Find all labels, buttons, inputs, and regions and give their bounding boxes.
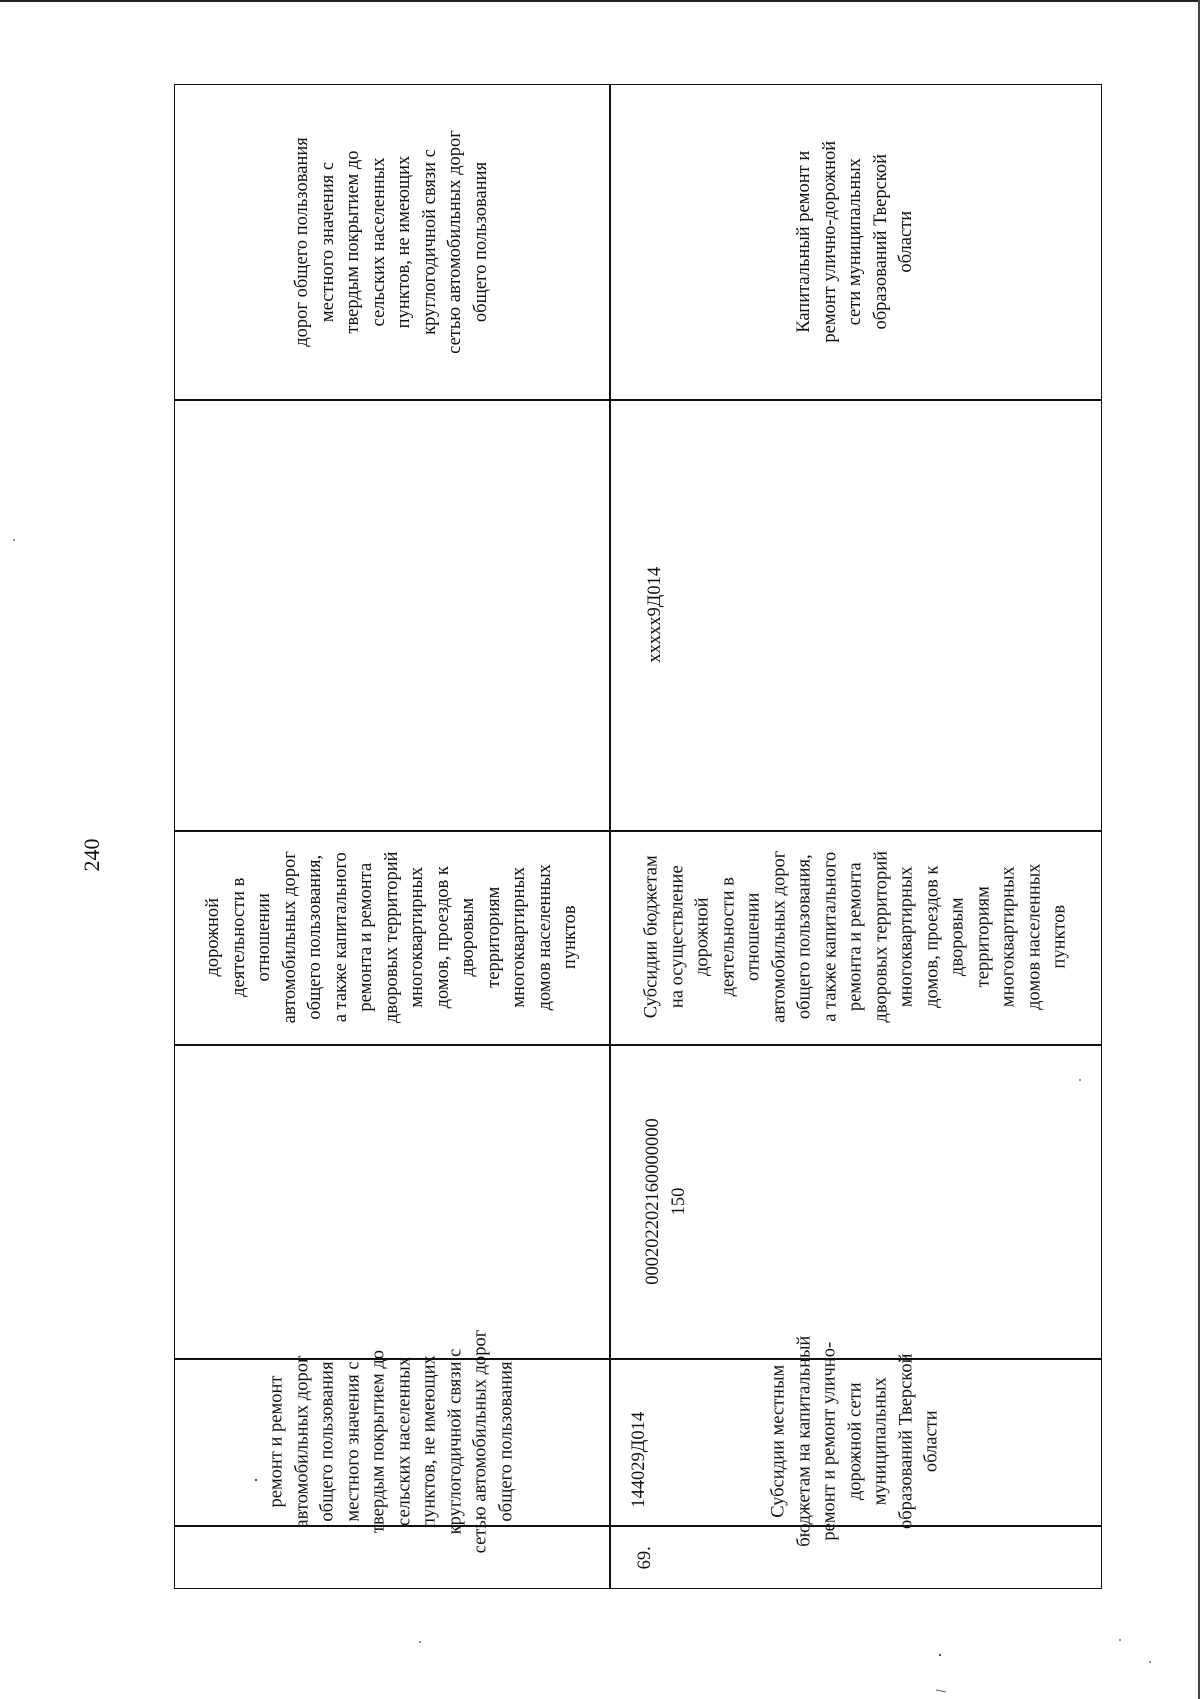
table-cell-69-code-1 — [610, 1380, 670, 1540]
row-69-description-1: Субсидии местным бюджетам на капитальный ремонт и ремонт улично- дорожной сети муниципальных образований Тверской области — [768, 1335, 942, 1548]
continued-row-text-c3: ремонт и ремонт автомобильных дорог общего пользования местного значения с твердым покрытием до сельских населенных пунктов, не имеющих круглогодичной связи с сетью автомобильных дорог общего пользования — [266, 1329, 516, 1554]
table-cell-69-number — [609, 1525, 1103, 1590]
page-edge-top — [0, 0, 1200, 2]
table-cell-69-description-2 — [609, 830, 1103, 1044]
page-number: 240 — [79, 838, 104, 872]
continued-row-text-c5: дорожной деятельности в отношении автомобильных дорог общего пользования, а также капитального ремонта и ремонта дворовых территорий многоквартирных домов, проездов к дворовым территориям многоквартирных домов населенных пунктов — [202, 850, 580, 1024]
row-69-code-2: 000202202160000000 150 — [642, 1117, 688, 1285]
row-69-description-3: Капитальный ремонт и ремонт улично-дорожной сети муниципальных образований Тверской области — [794, 141, 917, 343]
continued-row-text-c7: дорог общего пользования местного значения с твердым покрытием до сельских населенных пунктов, не имеющих круглогодичной связи с сетью автомобильных дорог общего пользования — [291, 130, 491, 354]
table-cell-continued-c6 — [175, 399, 609, 830]
table-cell-continued-c3 — [175, 1329, 609, 1554]
row-69-code-1: 144029Д014 — [629, 1412, 650, 1508]
table-cell-69-description-1 — [609, 1335, 1103, 1548]
budget-code-table — [174, 84, 1102, 1589]
table-cell-69-description-3 — [609, 85, 1103, 399]
table-cell-69-code-3 — [609, 399, 1103, 830]
table-cell-continued-c4 — [175, 1044, 609, 1358]
table-cell-continued-c7 — [175, 85, 609, 399]
table-cell-continued-c5 — [175, 830, 609, 1044]
table-cell-continued-c1 — [175, 1525, 609, 1590]
row-69-description-2: Субсидии бюджетам на осуществление дорожной деятельности в отношении автомобильных дорог общего пользования, а также капитального ремонта и ремонта дворовых территорий многоквартирных домов, проездов к дворовым территориям многоквартирных домов населенных пунктов — [641, 850, 1070, 1024]
table-cell-69-code-2 — [609, 1044, 1103, 1358]
row-69-number: 69. — [635, 1545, 656, 1570]
row-69-code-3: xxxxx9Д014 — [645, 566, 666, 663]
